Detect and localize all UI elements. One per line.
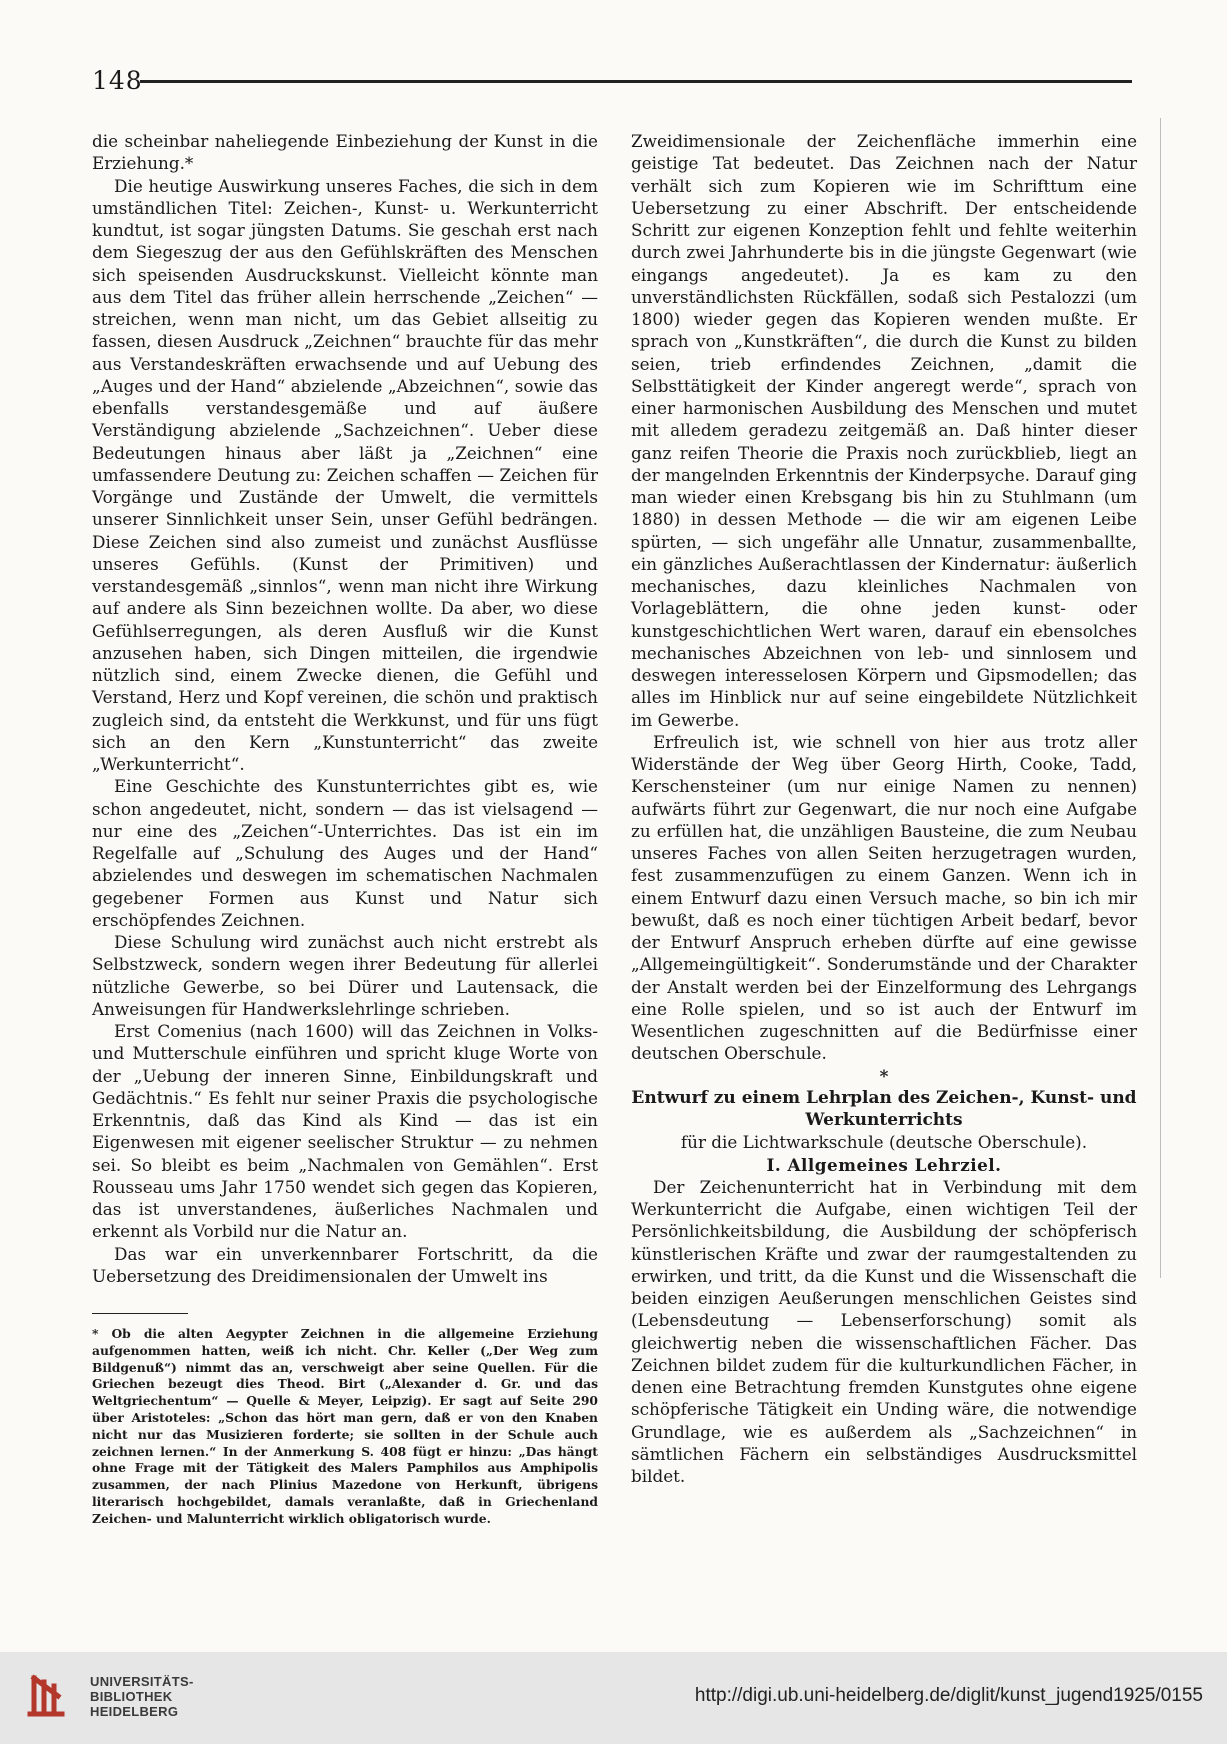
page-number: 148 [92, 66, 143, 95]
paragraph: Die heutige Auswirkung unseres Faches, die sich in dem umständlichen Titel: Zeichen-, Kunst- u. Werkunterricht kundtut, ist sogar jüngsten Datums. Sie geschah erst nach dem Siegeszug der aus den Gefühlskräften des Menschen sich speisenden Ausdruckskunst. Vielleicht könnte man aus dem Titel das früher allein herrschende „Zeichen“ — streichen, wenn man nicht, um das Gebiet allseitig zu fassen, diesen Ausdruck „Zeichnen“ brauchte für das mehr aus Verstandeskräften erwachsende und auf Uebung des „Auges und der Hand“ abzielende „Abzeichnen“, sowie das ebenfalls verstandesgemäße und auf äußere Verständigung abzielende „Sachzeichnen“. Ueber diese Bedeutungen hinaus aber läßt ja „Zeichnen“ eine umfassendere Deutung zu: Zeichen schaffen — Zeichen für Vorgänge und Zustände der Umwelt, die vermittels unserer Sinnlichkeit unser Sein, unser Gefühl bedrängen. Diese Zeichen sind also zumeist und zunächst Ausflüsse unseres Gefühls. (Kunst der Primitiven) und verstandesgemäß „sinnlos“, wenn man nicht ihre Wirkung auf andere als Sinn bezeichnen wollte. Da aber, wo diese Gefühlserregungen, als deren Ausfluß wir die Kunst anzusehen haben, sich Dingen mitteilen, die irgendwie nützlich sind, einem Zwecke dienen, die Gefühl und Verstand, Herz und Kopf vereinen, die schön und praktisch zugleich sind, da entsteht die Werkkunst, und für uns fügt sich an den Kern „Kunstunterricht“ das zweite „Werkunterricht“. [92, 175, 598, 774]
footnote-rule [92, 1313, 188, 1314]
paragraph: Eine Geschichte des Kunstunterrichtes gibt es, wie schon angedeutet, nicht, sondern — das ist vielsagend — nur eine des „Zeichen“-Unterrichtes. Das ist ein im Regelfalle auf „Schulung des Auges und der Hand“ abzielendes und deswegen im schematischen Nachmalen gegebener Formen aus Kunst und Natur sich erschöpfendes Zeichnen. [92, 776, 598, 930]
source-url[interactable]: http://digi.ub.uni-heidelberg.de/diglit/kunst_jugend1925/0155 [694, 1685, 1203, 1706]
library-name-line: HEIDELBERG [90, 1704, 179, 1719]
library-name [90, 1674, 194, 1719]
paragraph: Diese Schulung wird zunächst auch nicht erstrebt als Selbstzweck, sondern wegen ihrer Bedeutung für allerlei nützliche Gewerbe, so bei Dürer und Lautensack, die Anweisungen für Handwerkslehrlinge schrieben. [92, 932, 598, 1019]
paragraph: Zweidimensionale der Zeichenfläche immerhin eine geistige Tat bedeutet. Das Zeichnen nach der Natur verhält sich zum Kopieren wie im Schrifttum eine Uebersetzung zu einer Abschrift. Der entscheidende Schritt zur eigenen Konzeption fehlt und fehlte weiterhin durch zwei Jahrhunderte bis in die jüngste Gegenwart (wie eingangs angedeutet). Ja es kam zu den unverständlichsten Rückfällen, sodaß sich Pestalozzi (um 1800) wieder gegen das Kopieren wenden mußte. Er sprach von „Kunstkräften“, die durch die Kunst zu bilden seien, trieb erfindendes Zeichnen, „damit die Selbsttätigkeit der Kinder angeregt werde“, sprach von einer harmonischen Ausbildung des Menschen und mutet mit alledem geradezu zeitgemäß an. Daß hinter dieser ganz reifen Theorie die Praxis noch zurückblieb, liegt an der mangelnden Erkenntnis der Kinderpsyche. Darauf ging man wieder einen Krebsgang bis hin zu Stuhlmann (um 1880) in dessen Methode — die wir am eigenen Leibe spürten, — sich ungefähr alle Unnatur, zusammenballte, ein gänzliches Außerachtlassen der Kindernatur: äußerlich mechanisches, dazu kleinliches Nachmalen von Vorlageblättern, die ohne jeden kunst- oder kunstgeschichtlichen Wert waren, darauf ein ebensolches mechanisches Abzeichnen von leb- und sinnlosem und deswegen interesselosen Körpern und Gipsmodellen; das alles im Hinblick nur auf seine eingebildete Nützlichkeit im Gewerbe. [631, 131, 1137, 730]
left-column [92, 130, 598, 1526]
margin-rule [1160, 118, 1161, 1278]
header-rule [140, 80, 1132, 83]
library-name-line: BIBLIOTHEK [90, 1689, 173, 1704]
paragraph: Erst Comenius (nach 1600) will das Zeichnen in Volks- und Mutterschule einführen und spricht kluge Worte von der „Uebung der inneren Sinne, Einbildungskraft und Gedächtnis.“ Es fehlt nur seiner Praxis die psychologische Erkenntnis, daß das Kind als Kind — das ist ein Eigenwesen mit eigener seelischer Struktur — zu nehmen sei. So bleibt es beim „Nachmalen von Gemählen“. Erst Rousseau ums Jahr 1750 wendet sich gegen das Kopieren, das ist unverstandenes, äußerliches Nachmalen und erkennt als Vorbild nur die Natur an. [92, 1021, 598, 1242]
footnote: * Ob die alten Aegypter Zeichnen in die allgemeine Erziehung aufgenommen hatten, weiß ich nicht. Chr. Keller („Der Weg zum Bildgenuß“) nimmt das an, verschweigt aber seine Quellen. Für die Griechen bezeugt dies Theod. Birt („Alexander d. Gr. und das Weltgriechentum“ — Quelle & Meyer, Leipzig). Er sagt auf Seite 290 über Aristoteles: „Schon das hört man gern, daß er von den Knaben nicht nur das Musizieren forderte; sie sollten in der Schule auch zeichnen lernen.“ In der Anmerkung S. 408 fügt er hinzu: „Das hängt ohne Frage mit der Tätigkeit des Malers Pamphilos aus Amphipolis zusammen, der nach Plinius Mazedone von Herkunft, übrigens literarisch hochgebildet, damals veranlaßte, daß in Griechenland Zeichen- und Malunterricht wirklich obligatorisch wurde. [92, 1326, 598, 1526]
section-title: Entwurf zu einem Lehrplan des Zeichen-, Kunst- und Werkunterrichts [631, 1087, 1137, 1130]
paragraph: Das war ein unverkennbarer Fortschritt, da die Uebersetzung des Dreidimensionalen der Umwelt ins [92, 1243, 598, 1286]
paragraph: die scheinbar naheliegende Einbeziehung der Kunst in die Erziehung.* [92, 131, 598, 174]
section-subtitle: für die Lichtwarkschule (deutsche Oberschule). [680, 1132, 1088, 1153]
paragraph: Erfreulich ist, wie schnell von hier aus trotz aller Widerstände der Weg über Georg Hirth, Cooke, Tadd, Kerschensteiner (um nur einige Namen zu nennen) aufwärts führt zur Gegenwart, die nur noch eine Aufgabe zu erfüllen hat, die unzähligen Bausteine, die zum Neubau unseres Faches von allen Seiten herzugetragen wurden, fest zusammenzufügen zu einem Ganzen. Wenn ich in einem Entwurf dazu einen Versuch mache, so bin ich mir bewußt, daß es noch einer tüchtigen Arbeit bedarf, bevor der Entwurf Anspruch erheben dürfte auf eine gewisse „Allgemeingültigkeit“. Sonderumstände und der Charakter der Anstalt werden bei der Einzelformung des Lehrgangs eine Rolle spielen, und so ist auch der Entwurf im Wesentlichen zugeschnitten auf die Bedürfnisse einer deutschen Oberschule. [631, 731, 1137, 1064]
section-separator: * [879, 1065, 889, 1086]
section-heading: I. Allgemeines Lehrziel. [766, 1154, 1002, 1175]
paragraph: Der Zeichenunterricht hat in Verbindung mit dem Werkunterricht die Aufgabe, einen wichtigen Teil der Persönlichkeitsbildung, die Ausbildung der schöpferisch künstlerischen Kräfte und zwar der raumgestaltenden zu erwirken, und tritt, da die Kunst und die Wissenschaft die beiden einzigen Aeußerungen menschlichen Geistes sind (Lebensdeutung — Lebenserforschung) somit als gleichwertig neben die wissenschaftlichen Fächer. Das Zeichnen bildet zudem für die kulturkundlichen Fächer, in denen eine Betrachtung fremden Kunstgutes ohne eigene schöpferische Tätigkeit ein Unding wäre, die notwendige Grundlage, wie es außerdem als „Sachzeichnen“ in sämtlichen Fächern ein selbständiges Ausdrucksmittel bildet. [631, 1176, 1137, 1486]
footer-bar [0, 1652, 1227, 1744]
right-column [631, 130, 1137, 1486]
library-logo-icon [22, 1672, 70, 1720]
library-name-line: UNIVERSITÄTS- [90, 1674, 194, 1689]
